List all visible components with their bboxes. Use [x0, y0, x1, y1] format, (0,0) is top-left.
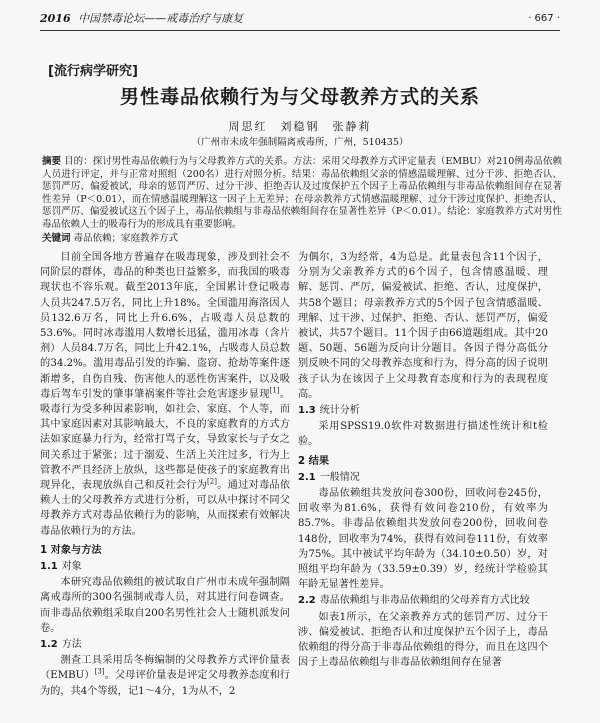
- citation-1: [1]: [269, 386, 280, 395]
- page-number: · 667 ·: [528, 13, 560, 24]
- keywords-text: 毒品依赖；家庭教养方式: [73, 233, 179, 244]
- subsection-2-1-heading: 2.1 一般情况: [298, 471, 360, 483]
- journal-name: [40, 8, 243, 30]
- journal-title: 中国禁毒论坛——戒毒治疗与康复: [78, 12, 244, 25]
- section-1-heading: 1 对象与方法: [40, 544, 102, 556]
- section-tag: [流行病学研究]: [48, 64, 138, 79]
- citation-2: [2]: [207, 477, 217, 486]
- subsection-1-3-heading: 1.3 统计分析: [298, 405, 360, 417]
- abstract-label: 摘要: [42, 156, 62, 167]
- running-header: [40, 8, 560, 30]
- intro-paragraph: 目前全国各地方普遍存在吸毒现象，涉及到社会不同阶层的群体，毒品的种类也日益繁多，而我国的吸毒现状也不容乐观。截至2013年底，全国累计登记吸毒人员共247.5万名，同比上升18%。全国滥用海洛因人员132.6万名，同比上升6.6%，占吸毒人员总数的53.6%。同时冰毒滥用人数增长迅猛，滥用冰毒（含片剂）人员84.7万名，同比上升42.1%，占吸毒人员总数的34.2%。滥用毒品引发的诈骗、盗窃、抢劫等案件逐渐增多，自伤自残、伤害他人的恶性伤害案件，以及吸毒后驾车引发的肇事肇祸案件等社会危害逐步显现[1]。吸毒行为受多种因素影响，如社会、家庭、个人等，而其中家庭因素对其影响最大，不良的家庭教育的方式方法如家庭暴力行为，经常打骂子女，导致家长与子女之间关系过于紧张；过于溺爱、生活上关注过多，行为上管教不严且经济上放纵，这些都是使孩子的家庭教育出现异化，表现放纵自己和反社会行为[2]。通过对毒品依赖人士的父母教养方式进行分析，可以从中探讨不同父母教养方式对毒品依赖行为的影响，从而探索有效解决毒品依赖行为的方法。: [40, 252, 291, 537]
- subsection-1-2-heading: 1.2 方法: [40, 639, 82, 651]
- keywords-label: 关键词: [42, 233, 71, 244]
- affiliation: （广州市未成年强制隔离戒毒所，广州，510435）: [191, 137, 409, 148]
- subsection-1-1-heading: 1.1 对象: [40, 561, 82, 573]
- abstract-text: 目的：探讨男性毒品依赖行为与父母教养方式的关系。方法：采用父母教养方式评定量表（EMBU）对210例毒品依赖人员进行评定，并与正常对照组（200名）进行对照分析。结果：毒品依赖组父亲的情感温暖理解、过分干涉、拒绝否认、惩罚严厉、偏爱被试，母亲的惩罚严厉、过分干涉、拒绝否认及过度保护五个因子上毒品依赖组与非毒品依赖组间存在显著性差异（P＜0.01），而在情感温暖理解这一因子上无差异；在母亲教养方式情感温暖理解、过分干涉过度保护、拒绝否认、惩罚严厉、偏爱被试这五个因子上，毒品依赖组与非毒品依赖组间存在显著性差异（P＜0.01）。结论：家庭教养方式对男性毒品依赖人士的吸毒行为的形成具有重要影响。: [42, 156, 562, 230]
- left-column: [40, 250, 290, 699]
- journal-year: 2016: [40, 12, 71, 25]
- subsection-2-1-text: 毒品依赖组共发放问卷300份，回收问卷245份，回收率为81.6%，获得有效问卷210份，有效率为85.7%。非毒品依赖组共发放问卷200份，回收问卷148份，回收率为74%，获得有效问卷111份，有效率为75%。其中被试平均年龄为（34.10±0.50）岁，对照组平均年龄为（33.59±0.39）岁，经统计学检验其年龄无显著性差异。: [298, 488, 548, 591]
- subsection-1-2-text: 测查工具采用岳冬梅编制的父母教养方式评价量表（EMBU）[3]。父母评价量表是评定父母教养态度和行为的，共4个等级，记1～4分，1为从不，2: [40, 655, 290, 697]
- section-2-heading: 2 结果: [298, 455, 330, 467]
- subsection-1-3-text: 采用SPSS19.0软件对数据进行描述性统计和t检验。: [298, 421, 548, 448]
- authors: 周思红 刘稳钢 张静莉: [228, 120, 372, 133]
- citation-3: [3]: [94, 668, 105, 677]
- keywords: [42, 233, 562, 246]
- subsection-2-2-text: 如表1所示，在父亲教养方式的惩罚严厉、过分干涉、偏爱被试、拒绝否认和过度保护五个因子上，毒品依赖组的得分高于非毒品依赖组的得分，而且在这四个因子上毒品依赖组与非毒品依赖组间存在显著: [298, 611, 548, 669]
- subsection-1-1-text: 本研究毒品依赖组的被试取自广州市未成年强制隔离戒毒所的300名强制戒毒人员，对其进行问卷调查。而非毒品依赖组采取自200名男性社会人士随机派发问卷。: [40, 577, 290, 634]
- right-column: [298, 250, 548, 670]
- method-continued: 为偶尔，3为经常，4为总是。此量表包含11个因子，分别为父亲教养方式的6个因子，包含情感温暖、理解、惩罚、严厉，偏爱被试、拒绝、否认，过度保护，共58个题目；母亲教养方式的5个因子包含情感温暖、理解、过干涉、过保护、拒绝、否认、惩罚严厉，偏爱被试，共57个题目。11个因子由66道题组成。其中20题、50题、56题为反向计分题目。各因子得分高低分别反映不同的父母教养态度和行为，得分高的因子说明孩子认为在该因子上父母教育态度和行为的表现程度高。: [298, 252, 548, 400]
- abstract: [42, 156, 562, 246]
- header-rule: [40, 30, 560, 31]
- article-title: 男性毒品依赖行为与父母教养方式的关系: [119, 86, 480, 108]
- subsection-2-2-heading: 2.2 毒品依赖组与非毒品依赖组的父母养育方式比较: [298, 595, 530, 607]
